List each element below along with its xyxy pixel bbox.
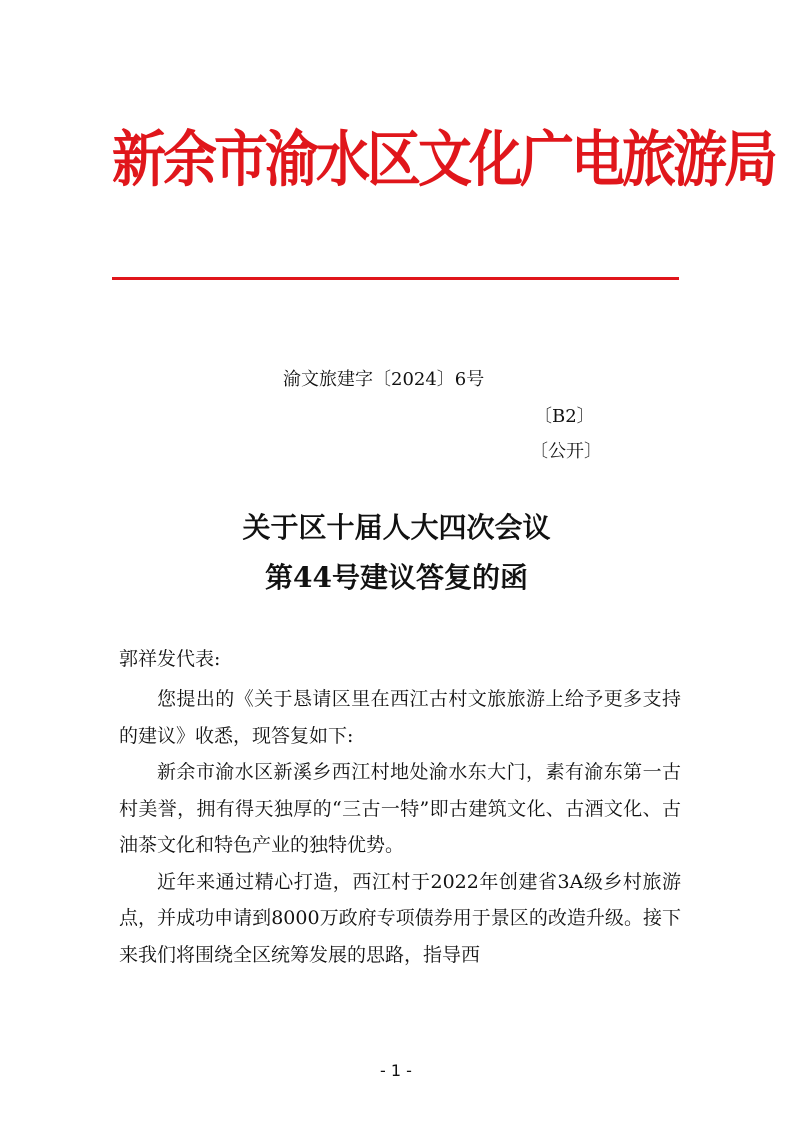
agency-title: 新余市渝水区文化广电旅游局	[112, 124, 775, 195]
document-number: 渝文旅建字〔2024〕6号	[283, 369, 485, 390]
document-title	[112, 503, 681, 603]
document-level: 〔B2〕	[534, 406, 595, 427]
paragraph-recent-development: 近年来通过精心打造，西江村于2022年创建省3A级乡村旅游点，并成功申请到8000万政府专项债券用于景区的改造升级。接下来我们将围绕全区统筹发展的思路，指导西	[119, 870, 681, 966]
document-title-line-1: 关于区十届人大四次会议	[242, 511, 551, 544]
salutation: 郭祥发代表:	[119, 648, 221, 670]
page-number: - 1 -	[380, 1061, 412, 1080]
paragraph-village-background: 新余市渝水区新溪乡西江村地处渝水东大门，素有渝东第一古村美誉，拥有得天独厚的“三古一特”即古建筑文化、古酒文化、古油茶文化和特色产业的独特优势。	[119, 761, 681, 856]
paragraph-acknowledgement: 您提出的《关于恳请区里在西江古村文旅旅游上给予更多支持的建议》收悉，现答复如下:	[119, 688, 681, 747]
document-title-line-2: 第44号建议答复的函	[265, 561, 528, 594]
disclosure-status: 〔公开〕	[530, 441, 602, 462]
red-divider-line	[112, 277, 679, 280]
letter-body	[119, 681, 681, 973]
